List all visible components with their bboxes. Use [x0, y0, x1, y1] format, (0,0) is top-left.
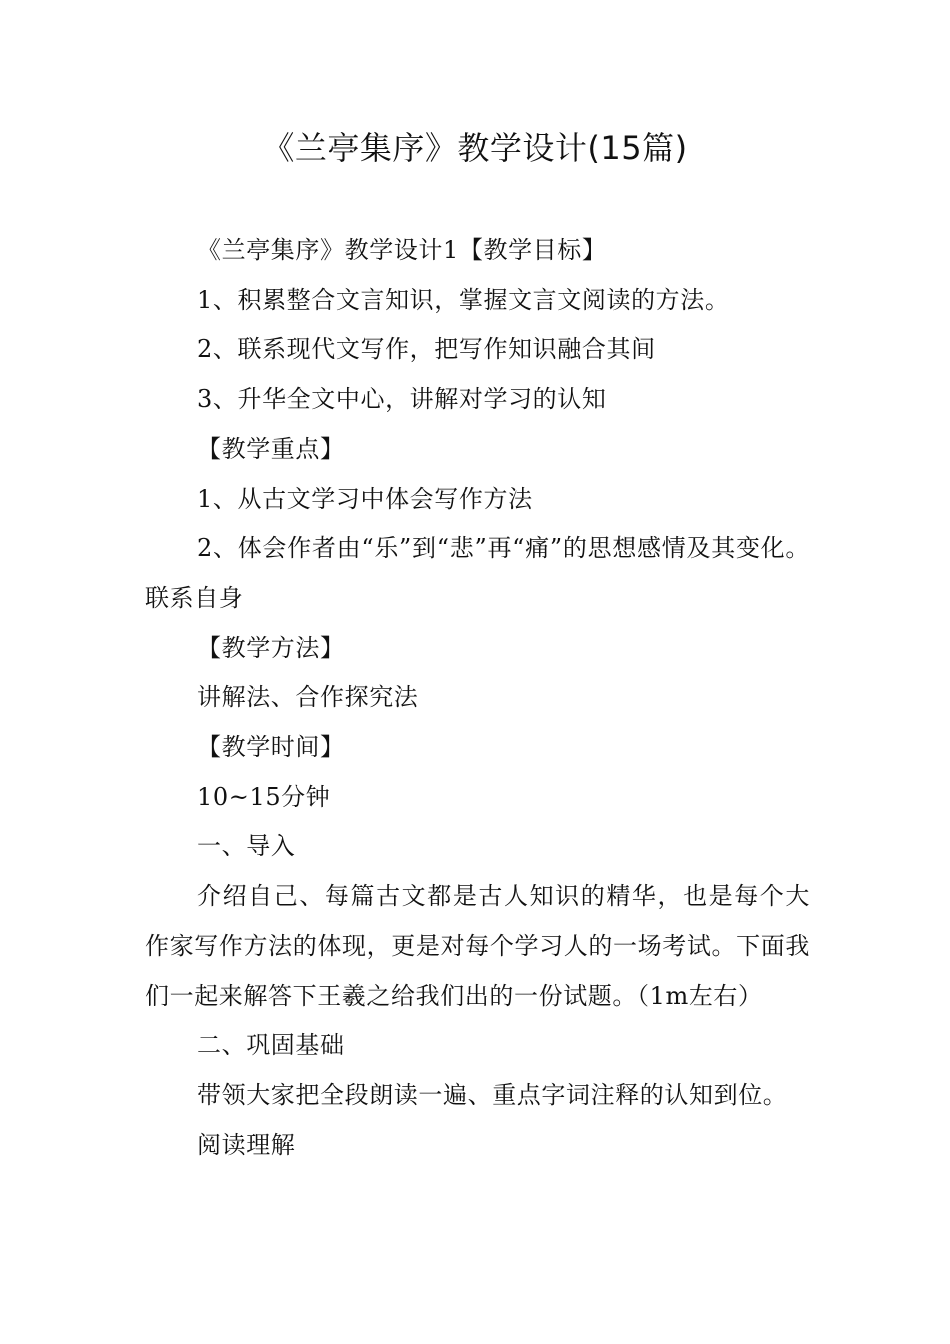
paragraph-intro-text: 介绍自己、每篇古文都是古人知识的精华，也是每个大作家写作方法的体现，更是对每个学习人的一场考试。下面我们一起来解答下王羲之给我们出的一份试题。（1m左右） — [145, 882, 810, 1010]
paragraph-objective-3: 3、升华全文中心，讲解对学习的认知 — [197, 385, 607, 414]
paragraph-section-basics: 二、巩固基础 — [197, 1031, 345, 1060]
paragraph-objective-2: 2、联系现代文写作，把写作知识融合其间 — [197, 335, 656, 364]
paragraph-methods: 讲解法、合作探究法 — [197, 683, 419, 712]
paragraph-heading-time: 【教学时间】 — [197, 733, 345, 762]
document-title: 《兰亭集序》教学设计(15篇) — [262, 129, 688, 167]
paragraph-heading-methods: 【教学方法】 — [197, 633, 345, 662]
paragraph-section-intro: 一、导入 — [197, 832, 296, 861]
paragraph-heading-objectives: 《兰亭集序》教学设计1【教学目标】 — [197, 236, 607, 264]
paragraph-key-point-1: 1、从古文学习中体会写作方法 — [197, 484, 533, 513]
paragraph-basics-text: 带领大家把全段朗读一遍、重点字词注释的认知到位。 — [197, 1080, 788, 1109]
paragraph-reading-comprehension: 阅读理解 — [197, 1130, 296, 1159]
document-body — [145, 226, 810, 1170]
paragraph-time: 10~15分钟 — [197, 782, 331, 811]
paragraph-heading-key-points: 【教学重点】 — [197, 434, 345, 463]
paragraph-objective-1: 1、积累整合文言知识，掌握文言文阅读的方法。 — [197, 285, 730, 314]
paragraph-key-point-2: 2、体会作者由“乐”到“悲”再“痛”的思想感情及其变化。联系自身 — [145, 534, 810, 612]
